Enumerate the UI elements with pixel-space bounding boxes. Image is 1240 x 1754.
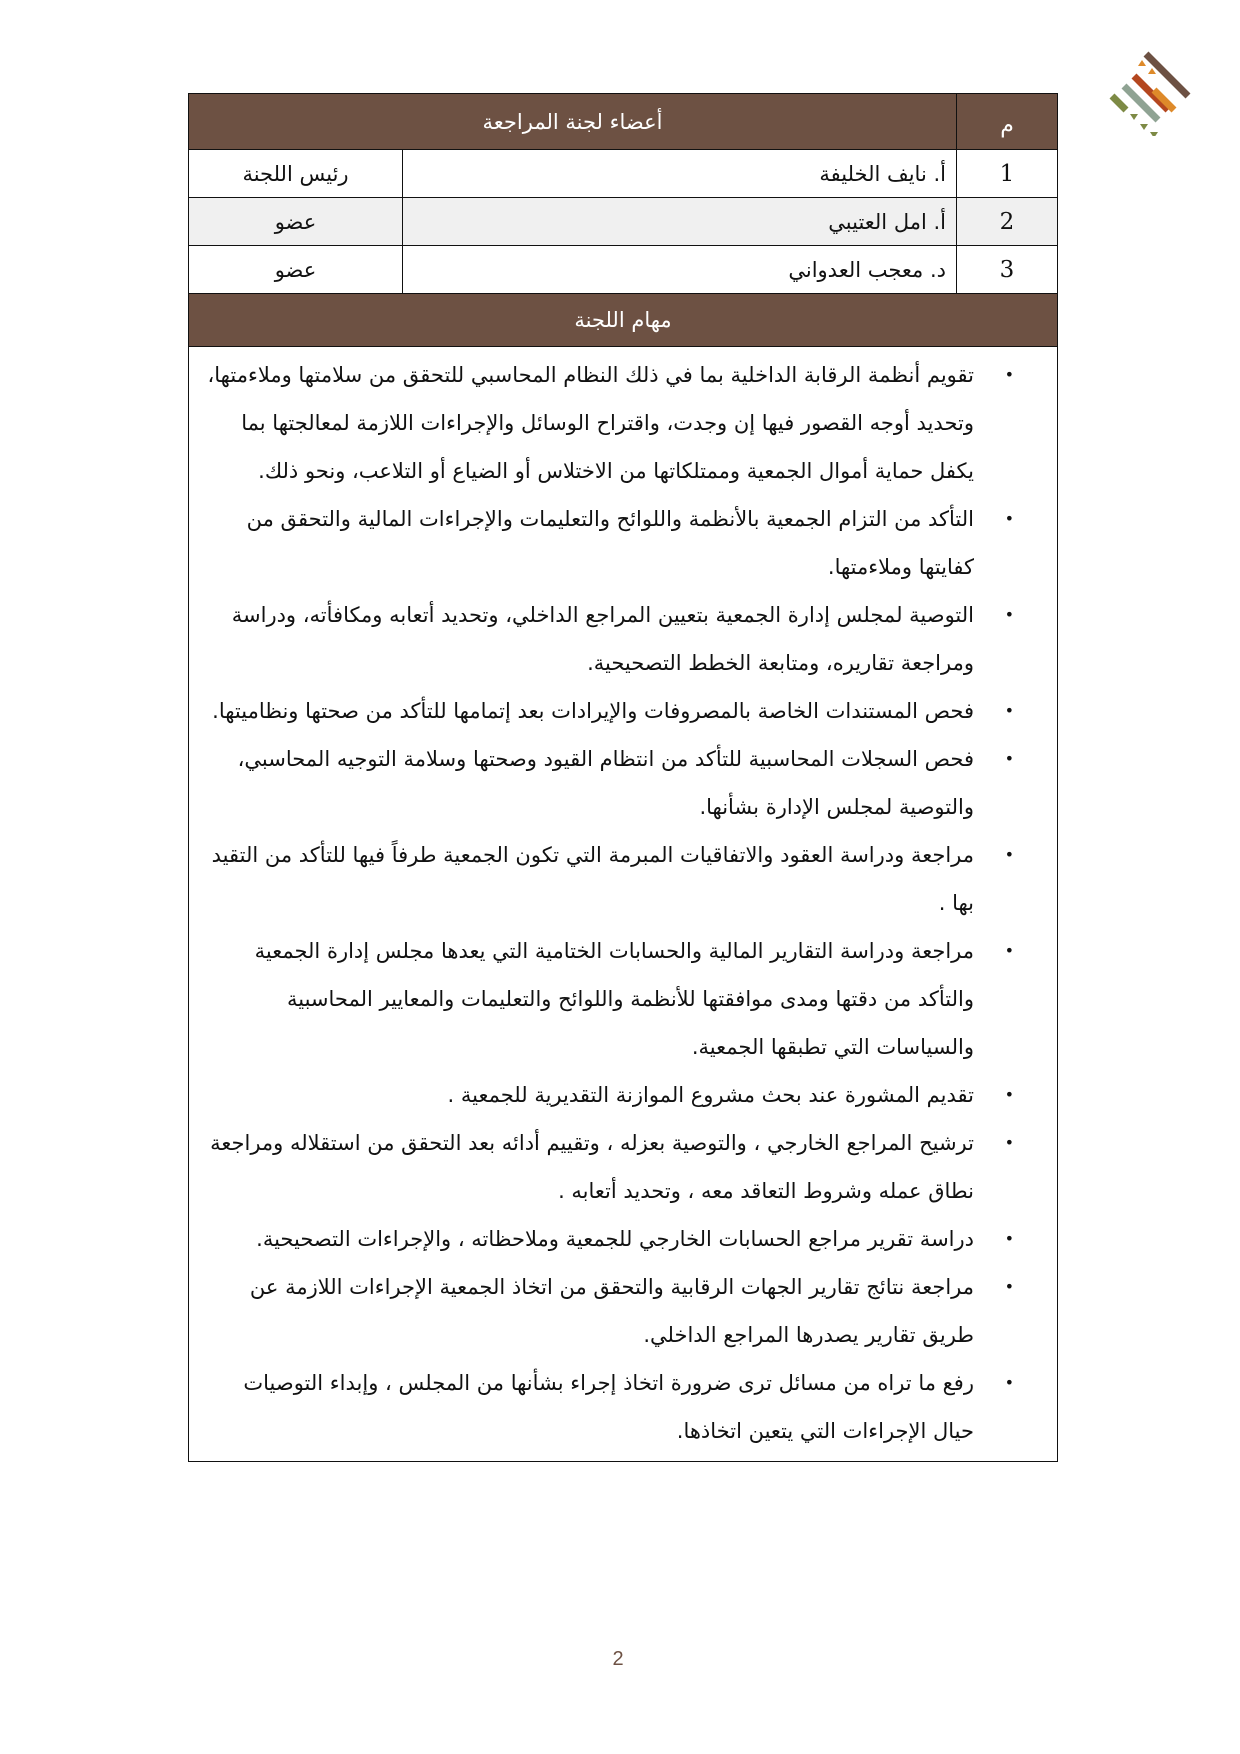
task-text: فحص السجلات المحاسبية للتأكد من انتظام القيود وصحتها وسلامة التوجيه المحاسبي، والتوصية لمجلس الإدارة بشأنها. xyxy=(237,747,974,819)
member-row xyxy=(189,198,1058,246)
task-item xyxy=(201,1263,1014,1359)
bullet-icon: • xyxy=(1004,509,1014,528)
task-text: تقويم أنظمة الرقابة الداخلية بما في ذلك النظام المحاسبي للتحقق من سلامتها وملاءمتها، وتحديد أوجه القصور فيها إن وجدت، واقتراح الوسائل والإجراءات اللازمة لمعالجتها بما يكفل حماية أموال الجمعية وممتلكاتها من الاختلاس أو الضياع أو التلاعب، ونحو ذلك. xyxy=(207,363,974,483)
bullet-icon: • xyxy=(1004,1133,1014,1152)
tasks-row xyxy=(189,347,1058,1462)
member-number: 3 xyxy=(957,246,1058,294)
task-text: مراجعة نتائج تقارير الجهات الرقابية والتحقق من اتخاذ الجمعية الإجراءات اللازمة عن طريق تقارير يصدرها المراجع الداخلي. xyxy=(249,1275,974,1347)
bullet-icon: • xyxy=(1004,605,1014,624)
member-row xyxy=(189,246,1058,294)
task-text: دراسة تقرير مراجع الحسابات الخارجي للجمعية وملاحظاته ، والإجراءات التصحيحية. xyxy=(256,1227,974,1251)
bullet-icon: • xyxy=(1004,1373,1014,1392)
bullet-icon: • xyxy=(1004,845,1014,864)
tasks-header-row xyxy=(189,294,1058,347)
member-row xyxy=(189,150,1058,198)
task-text: فحص المستندات الخاصة بالمصروفات والإيرادات بعد إتمامها للتأكد من صحتها ونظاميتها. xyxy=(212,699,974,723)
task-text: مراجعة ودراسة التقارير المالية والحسابات الختامية التي يعدها مجلس إدارة الجمعية والتأكد من دقتها ومدى موافقتها للأنظمة واللوائح والتعليمات والمعايير المحاسبية والسياسات التي تطبقها الجمعية. xyxy=(254,939,974,1059)
task-item xyxy=(201,927,1014,1071)
bullet-icon: • xyxy=(1004,365,1014,384)
member-name: أ. امل العتيبي xyxy=(403,198,957,246)
member-role: رئيس اللجنة xyxy=(189,150,403,198)
task-item xyxy=(201,735,1014,831)
tasks-cell xyxy=(189,347,1058,1462)
bullet-icon: • xyxy=(1004,1277,1014,1296)
task-item xyxy=(201,1215,1014,1263)
task-text: تقديم المشورة عند بحث مشروع الموازنة التقديرية للجمعية . xyxy=(447,1083,974,1107)
member-number: 2 xyxy=(957,198,1058,246)
member-role: عضو xyxy=(189,198,403,246)
member-name: أ. نايف الخليفة xyxy=(403,150,957,198)
striped-diamond-logo-icon xyxy=(1108,48,1196,136)
members-header-row xyxy=(189,94,1058,150)
task-text: التأكد من التزام الجمعية بالأنظمة واللوائح والتعليمات والإجراءات المالية والتحقق من كفايتها وملاءمتها. xyxy=(246,507,974,579)
task-item xyxy=(201,1071,1014,1119)
task-item xyxy=(201,495,1014,591)
audit-committee-table xyxy=(188,93,1058,1462)
task-text: ترشيح المراجع الخارجي ، والتوصية بعزله ، وتقييم أدائه بعد التحقق من استقلاله ومراجعة نطاق عمله وشروط التعاقد معه ، وتحديد أتعابه . xyxy=(210,1131,974,1203)
task-text: مراجعة ودراسة العقود والاتفاقيات المبرمة التي تكون الجمعية طرفاً فيها للتأكد من التقيد بها . xyxy=(211,843,974,915)
page-number: 2 xyxy=(612,1648,624,1670)
task-item xyxy=(201,351,1014,495)
tasks-list xyxy=(189,351,1057,1455)
member-role: عضو xyxy=(189,246,403,294)
member-name: د. معجب العدواني xyxy=(403,246,957,294)
members-table-title: أعضاء لجنة المراجعة xyxy=(189,94,957,150)
task-item xyxy=(201,831,1014,927)
task-item xyxy=(201,1359,1014,1455)
tasks-section-title: مهام اللجنة xyxy=(189,294,1058,347)
task-item xyxy=(201,591,1014,687)
bullet-icon: • xyxy=(1004,1085,1014,1104)
bullet-icon: • xyxy=(1004,1229,1014,1248)
task-text: رفع ما تراه من مسائل ترى ضرورة اتخاذ إجراء بشأنها من المجلس ، وإبداء التوصيات حيال الإجراءات التي يتعين اتخاذها. xyxy=(243,1371,974,1443)
member-number: 1 xyxy=(957,150,1058,198)
bullet-icon: • xyxy=(1004,749,1014,768)
bullet-icon: • xyxy=(1004,701,1014,720)
logo-graphic xyxy=(1108,48,1196,136)
number-column-header: م xyxy=(957,94,1058,150)
task-item xyxy=(201,687,1014,735)
task-item xyxy=(201,1119,1014,1215)
task-text: التوصية لمجلس إدارة الجمعية بتعيين المراجع الداخلي، وتحديد أتعابه ومكافأته، ودراسة ومراجعة تقاريره، ومتابعة الخطط التصحيحية. xyxy=(231,603,974,675)
bullet-icon: • xyxy=(1004,941,1014,960)
